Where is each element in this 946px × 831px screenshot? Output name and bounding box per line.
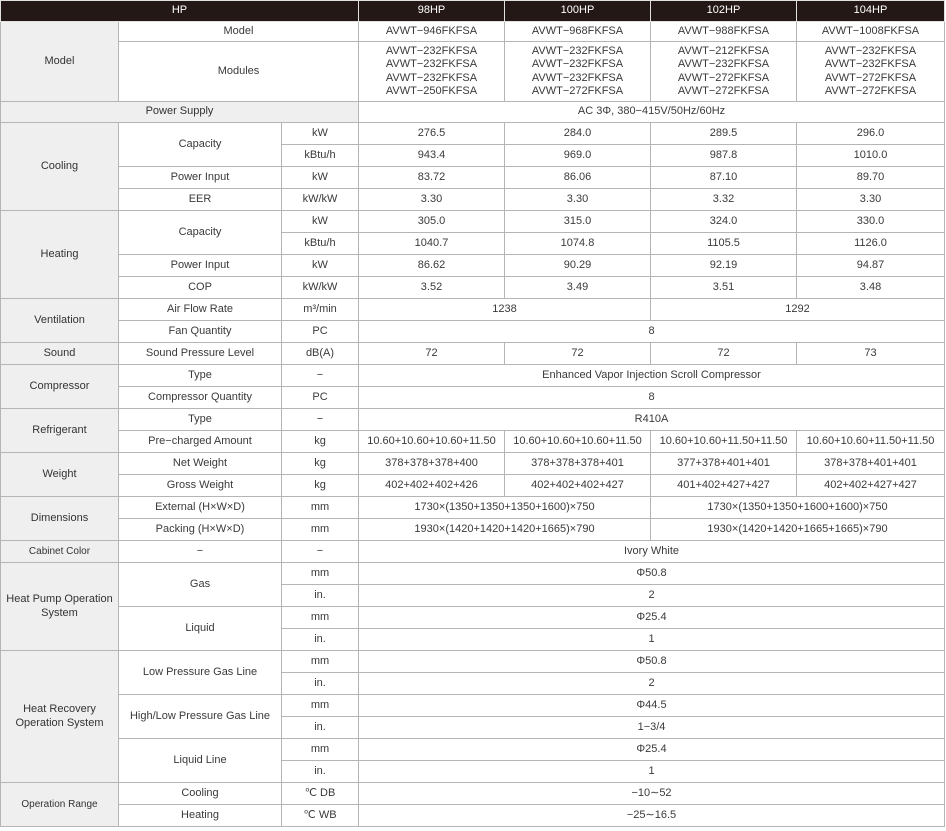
value-cell: 1−3/4: [359, 717, 945, 739]
group-refrigerant: Refrigerant: [1, 409, 119, 453]
unit-cell: kW/kW: [282, 189, 359, 211]
unit-cell: kW: [282, 211, 359, 233]
header-model-col: 100HP: [505, 1, 651, 22]
value-cell: −10∼52: [359, 783, 945, 805]
group-compressor: Compressor: [1, 365, 119, 409]
module-line: AVWT−250FKFSA: [385, 85, 478, 97]
value-cell: 90.29: [505, 255, 651, 277]
group-cooling: Cooling: [1, 123, 119, 211]
module-line: AVWT−232FKFSA: [531, 71, 624, 84]
unit-cell: kW: [282, 255, 359, 277]
header-model-col: 98HP: [359, 1, 505, 22]
unit-cell: kg: [282, 431, 359, 453]
modules-cell: [797, 42, 945, 102]
range-cooling-label: Cooling: [119, 783, 282, 805]
value-cell: 87.10: [651, 167, 797, 189]
unit-cell: −: [282, 409, 359, 431]
value-cell: R410A: [359, 409, 945, 431]
module-line: AVWT−232FKFSA: [385, 71, 478, 84]
cooling-power-input-label: Power Input: [119, 167, 282, 189]
module-line: AVWT−272FKFSA: [677, 85, 770, 97]
value-cell: 83.72: [359, 167, 505, 189]
unit-cell: ℃ DB: [282, 783, 359, 805]
value-cell: 2: [359, 673, 945, 695]
value-cell: 276.5: [359, 123, 505, 145]
heating-capacity-label: Capacity: [119, 211, 282, 255]
module-line: AVWT−232FKFSA: [677, 58, 770, 70]
value-cell: 284.0: [505, 123, 651, 145]
value-cell: 987.8: [651, 145, 797, 167]
value-cell: 315.0: [505, 211, 651, 233]
unit-cell: PC: [282, 387, 359, 409]
value-cell: 402+402+427+427: [797, 475, 945, 497]
value-cell: Φ50.8: [359, 651, 945, 673]
header-model-col: 104HP: [797, 1, 945, 22]
group-sound: Sound: [1, 343, 119, 365]
group-heat-pump: Heat Pump Operation System: [1, 563, 119, 651]
unit-cell: kBtu/h: [282, 233, 359, 255]
unit-cell: in.: [282, 673, 359, 695]
group-heating: Heating: [1, 211, 119, 299]
value-cell: 1930×(1420+1420+1420+1665)×790: [359, 519, 651, 541]
unit-cell: kW: [282, 167, 359, 189]
unit-cell: in.: [282, 761, 359, 783]
group-ventilation: Ventilation: [1, 299, 119, 343]
model-value: AVWT−988FKFSA: [651, 22, 797, 42]
value-cell: 1105.5: [651, 233, 797, 255]
unit-cell: mm: [282, 651, 359, 673]
value-cell: 296.0: [797, 123, 945, 145]
value-cell: 402+402+402+426: [359, 475, 505, 497]
value-cell: 378+378+401+401: [797, 453, 945, 475]
unit-cell: −: [282, 365, 359, 387]
value-cell: 86.06: [505, 167, 651, 189]
value-cell: Φ25.4: [359, 607, 945, 629]
module-line: AVWT−232FKFSA: [531, 44, 624, 57]
module-line: AVWT−232FKFSA: [385, 58, 478, 70]
value-cell: −25∼16.5: [359, 805, 945, 827]
liquid-line-label: Liquid Line: [119, 739, 282, 783]
value-cell: 1: [359, 761, 945, 783]
value-cell: 10.60+10.60+11.50+11.50: [797, 431, 945, 453]
modules-label: Modules: [119, 42, 359, 102]
gross-weight-label: Gross Weight: [119, 475, 282, 497]
gas-label: Gas: [119, 563, 282, 607]
value-cell: 89.70: [797, 167, 945, 189]
module-line: AVWT−232FKFSA: [824, 44, 917, 57]
refrigerant-type-label: Type: [119, 409, 282, 431]
value-cell: 8: [359, 387, 945, 409]
value-cell: 10.60+10.60+10.60+11.50: [505, 431, 651, 453]
module-line: AVWT−272FKFSA: [677, 71, 770, 84]
unit-cell: mm: [282, 739, 359, 761]
unit-cell: kW: [282, 123, 359, 145]
value-cell: Φ25.4: [359, 739, 945, 761]
value-cell: 1730×(1350+1350+1350+1600)×750: [359, 497, 651, 519]
dash-cell: −: [282, 541, 359, 563]
unit-cell: ℃ WB: [282, 805, 359, 827]
sound-label: Sound Pressure Level: [119, 343, 282, 365]
unit-cell: in.: [282, 629, 359, 651]
unit-cell: m³/min: [282, 299, 359, 321]
value-cell: 3.52: [359, 277, 505, 299]
unit-cell: kg: [282, 453, 359, 475]
net-weight-label: Net Weight: [119, 453, 282, 475]
module-line: AVWT−212FKFSA: [677, 44, 770, 57]
compressor-type-label: Type: [119, 365, 282, 387]
value-cell: 94.87: [797, 255, 945, 277]
module-line: AVWT−272FKFSA: [824, 71, 917, 84]
value-cell: 1040.7: [359, 233, 505, 255]
modules-cell: [359, 42, 505, 102]
compressor-qty-label: Compressor Quantity: [119, 387, 282, 409]
module-line: AVWT−232FKFSA: [531, 58, 624, 70]
cooling-capacity-label: Capacity: [119, 123, 282, 167]
value-cell: Enhanced Vapor Injection Scroll Compressor: [359, 365, 945, 387]
packing-label: Packing (H×W×D): [119, 519, 282, 541]
value-cell: 305.0: [359, 211, 505, 233]
unit-cell: mm: [282, 563, 359, 585]
header-row: [1, 1, 945, 22]
model-label: Model: [119, 22, 359, 42]
header-hp: HP: [1, 1, 359, 22]
group-model: Model: [1, 22, 119, 102]
group-heat-recovery: Heat Recovery Operation System: [1, 651, 119, 783]
value-cell: 1930×(1420+1420+1665+1665)×790: [651, 519, 945, 541]
group-operation-range: Operation Range: [1, 783, 119, 827]
value-cell: 3.30: [359, 189, 505, 211]
liquid-label: Liquid: [119, 607, 282, 651]
unit-cell: in.: [282, 717, 359, 739]
value-cell: 8: [359, 321, 945, 343]
value-cell: 3.48: [797, 277, 945, 299]
unit-cell: mm: [282, 519, 359, 541]
range-heating-label: Heating: [119, 805, 282, 827]
value-cell: 1292: [651, 299, 945, 321]
module-line: AVWT−272FKFSA: [824, 85, 917, 97]
value-cell: 330.0: [797, 211, 945, 233]
value-cell: Φ50.8: [359, 563, 945, 585]
value-cell: 1: [359, 629, 945, 651]
model-value: AVWT−968FKFSA: [505, 22, 651, 42]
value-cell: 10.60+10.60+10.60+11.50: [359, 431, 505, 453]
value-cell: 969.0: [505, 145, 651, 167]
unit-cell: kg: [282, 475, 359, 497]
value-cell: 1126.0: [797, 233, 945, 255]
eer-label: EER: [119, 189, 282, 211]
air-flow-label: Air Flow Rate: [119, 299, 282, 321]
value-cell: 1074.8: [505, 233, 651, 255]
unit-cell: dB(A): [282, 343, 359, 365]
dash-cell: −: [119, 541, 282, 563]
group-weight: Weight: [1, 453, 119, 497]
unit-cell: PC: [282, 321, 359, 343]
power-supply-value: AC 3Φ, 380−415V/50Hz/60Hz: [359, 102, 945, 123]
value-cell: 1238: [359, 299, 651, 321]
value-cell: 73: [797, 343, 945, 365]
value-cell: 401+402+427+427: [651, 475, 797, 497]
module-line: AVWT−232FKFSA: [824, 58, 917, 70]
value-cell: 72: [359, 343, 505, 365]
value-cell: 10.60+10.60+11.50+11.50: [651, 431, 797, 453]
value-cell: Ivory White: [359, 541, 945, 563]
high-low-pressure-gas-line-label: High/Low Pressure Gas Line: [119, 695, 282, 739]
cabinet-color-label: Cabinet Color: [1, 541, 119, 563]
model-value: AVWT−946FKFSA: [359, 22, 505, 42]
cop-label: COP: [119, 277, 282, 299]
value-cell: 3.49: [505, 277, 651, 299]
value-cell: 72: [505, 343, 651, 365]
value-cell: 86.62: [359, 255, 505, 277]
value-cell: 3.32: [651, 189, 797, 211]
unit-cell: in.: [282, 585, 359, 607]
value-cell: 1010.0: [797, 145, 945, 167]
value-cell: 92.19: [651, 255, 797, 277]
unit-cell: mm: [282, 607, 359, 629]
header-model-col: 102HP: [651, 1, 797, 22]
unit-cell: mm: [282, 497, 359, 519]
unit-cell: kBtu/h: [282, 145, 359, 167]
module-line: AVWT−232FKFSA: [385, 44, 478, 57]
value-cell: 3.30: [505, 189, 651, 211]
value-cell: Φ44.5: [359, 695, 945, 717]
value-cell: 72: [651, 343, 797, 365]
precharged-label: Pre−charged Amount: [119, 431, 282, 453]
value-cell: 289.5: [651, 123, 797, 145]
value-cell: 378+378+378+400: [359, 453, 505, 475]
value-cell: 402+402+402+427: [505, 475, 651, 497]
external-label: External (H×W×D): [119, 497, 282, 519]
modules-cell: [505, 42, 651, 102]
power-supply-label: Power Supply: [1, 102, 359, 123]
modules-cell: [651, 42, 797, 102]
unit-cell: kW/kW: [282, 277, 359, 299]
value-cell: 943.4: [359, 145, 505, 167]
unit-cell: mm: [282, 695, 359, 717]
value-cell: 3.51: [651, 277, 797, 299]
group-dimensions: Dimensions: [1, 497, 119, 541]
fan-quantity-label: Fan Quantity: [119, 321, 282, 343]
value-cell: 3.30: [797, 189, 945, 211]
value-cell: 324.0: [651, 211, 797, 233]
value-cell: 2: [359, 585, 945, 607]
module-line: AVWT−272FKFSA: [531, 85, 624, 97]
low-pressure-gas-line-label: Low Pressure Gas Line: [119, 651, 282, 695]
value-cell: 1730×(1350+1350+1600+1600)×750: [651, 497, 945, 519]
heating-power-input-label: Power Input: [119, 255, 282, 277]
model-value: AVWT−1008FKFSA: [797, 22, 945, 42]
value-cell: 378+378+378+401: [505, 453, 651, 475]
value-cell: 377+378+401+401: [651, 453, 797, 475]
